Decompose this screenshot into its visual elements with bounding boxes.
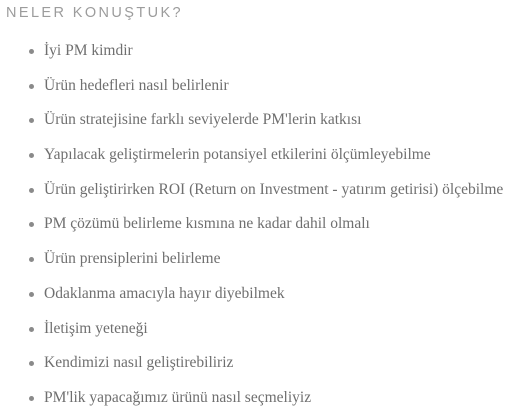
list-item-label: Ürün hedefleri nasıl belirlenir [44, 76, 229, 94]
bullet-dot-icon [29, 118, 34, 123]
bullet-dot-icon [29, 257, 34, 262]
list-item [0, 207, 529, 242]
list-item [0, 138, 529, 173]
list-item [0, 69, 529, 104]
list-item-label: Kendimizi nasıl geliştirebiliriz [44, 354, 234, 372]
list-item [0, 34, 529, 69]
bullet-dot-icon [29, 188, 34, 193]
list-item [0, 346, 529, 381]
bullet-dot-icon [29, 84, 34, 89]
list-item [0, 312, 529, 347]
bullet-dot-icon [29, 396, 34, 401]
bullet-dot-icon [29, 327, 34, 332]
list-item [0, 381, 529, 416]
bullet-dot-icon [29, 361, 34, 366]
list-item-label: Ürün prensiplerini belirleme [44, 250, 221, 268]
bullet-dot-icon [29, 292, 34, 297]
list-item [0, 242, 529, 277]
list-item-label: Ürün geliştirirken ROI (Return on Investment - yatırım getirisi) ölçebilme [44, 180, 504, 198]
bullet-dot-icon [29, 222, 34, 227]
list-item-label: Odaklanma amacıyla hayır diyebilmek [44, 284, 285, 302]
section-heading: NELER KONUŞTUK? [6, 5, 184, 21]
topic-list [0, 34, 529, 416]
list-item [0, 173, 529, 208]
list-item [0, 277, 529, 312]
list-item-label: PM'lik yapacağımız ürünü nasıl seçmeliyiz [44, 388, 312, 406]
list-item-label: Yapılacak geliştirmelerin potansiyel etkilerini ölçümleyebilme [44, 146, 431, 164]
bullet-dot-icon [29, 153, 34, 158]
list-item-label: İletişim yeteneği [44, 319, 148, 337]
list-item [0, 103, 529, 138]
bullet-dot-icon [29, 49, 34, 54]
list-item-label: Ürün stratejisine farklı seviyelerde PM'lerin katkısı [44, 111, 362, 129]
list-item-label: PM çözümü belirleme kısmına ne kadar dahil olmalı [44, 215, 370, 233]
list-item-label: İyi PM kimdir [44, 42, 133, 59]
